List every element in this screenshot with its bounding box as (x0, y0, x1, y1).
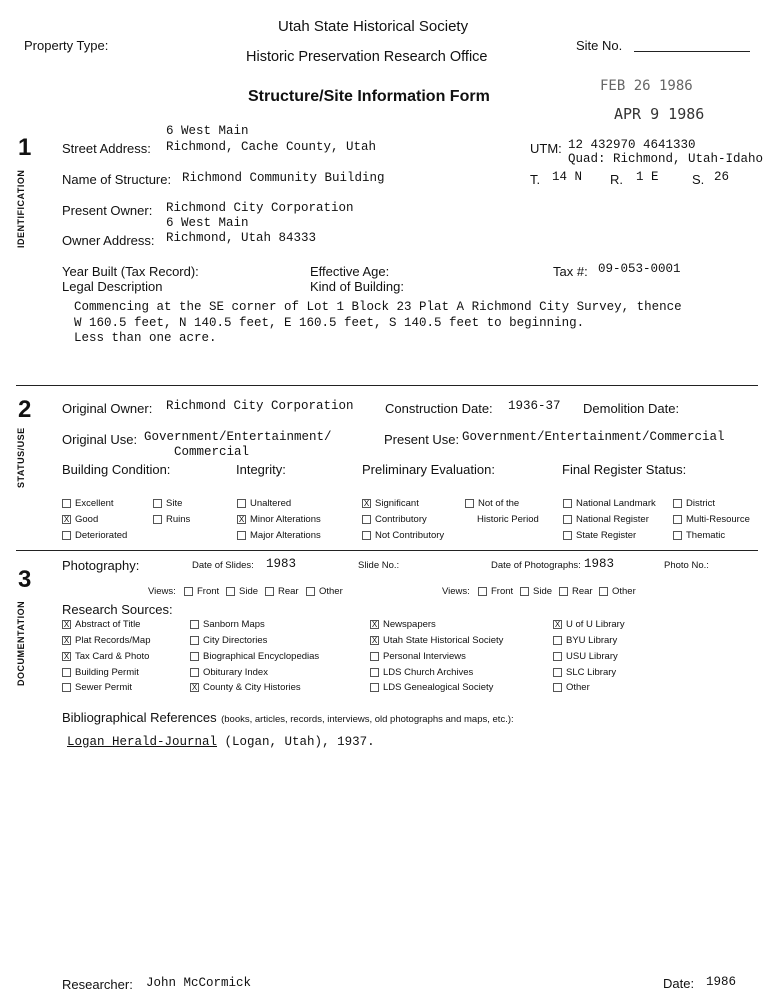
research-sources-label: Research Sources: (62, 602, 173, 617)
original-owner-label: Original Owner: (62, 401, 153, 416)
checkbox-multi-resource[interactable]: Multi-Resource (673, 514, 750, 525)
construction-date-value: 1936-37 (508, 399, 561, 413)
year-built-label: Year Built (Tax Record): (62, 264, 199, 279)
checkbox-abstract-of-title[interactable]: X Abstract of Title (63, 619, 141, 630)
date-value: 1986 (706, 975, 737, 989)
checkbox-building-permit[interactable]: Building Permit (62, 667, 139, 678)
checkbox-lds-genealogical-society[interactable]: LDS Genealogical Society (370, 682, 493, 693)
views-label: Views: (148, 586, 176, 597)
final-register-label: Final Register Status: (562, 462, 687, 477)
date-of-slides-label: Date of Slides: (192, 560, 254, 571)
received-stamp: FEB 26 1986 (600, 78, 693, 94)
legal-description-line: W 160.5 feet, N 140.5 feet, E 160.5 feet, S 140.5 feet to beginning. (74, 316, 585, 330)
office-name: Historic Preservation Research Office (246, 49, 488, 65)
original-owner-value: Richmond City Corporation (166, 399, 354, 413)
quad-value: Quad: Richmond, Utah-Idaho (568, 152, 764, 166)
date-of-slides-value: 1983 (266, 557, 297, 571)
present-use-value: Government/Entertainment/Commercial (462, 430, 725, 444)
checkbox-city-directories[interactable]: City Directories (190, 635, 267, 646)
preliminary-evaluation-label: Preliminary Evaluation: (362, 462, 495, 477)
checkbox-photo-rear[interactable]: Rear (559, 586, 593, 597)
checkbox-plat-records[interactable]: X Plat Records/Map (63, 635, 151, 646)
checkbox-thematic[interactable]: Thematic (673, 530, 725, 541)
checkbox-site[interactable]: Site (153, 498, 182, 509)
checkbox-biographical-encyclopedias[interactable]: Biographical Encyclopedias (190, 651, 319, 662)
views-label: Views: (442, 586, 470, 597)
checkbox-sanborn-maps[interactable]: Sanborn Maps (190, 619, 265, 630)
checkbox-national-landmark[interactable]: National Landmark (563, 498, 656, 509)
kind-of-building-label: Kind of Building: (310, 279, 404, 294)
section-1-number: 1 (18, 134, 32, 161)
name-of-structure-value: Richmond Community Building (182, 171, 385, 185)
checkbox-ruins[interactable]: Ruins (153, 514, 190, 525)
section-divider (16, 385, 758, 386)
checkbox-minor-alterations[interactable]: X Minor Alterations (238, 514, 321, 525)
township-label: T. (530, 172, 541, 187)
property-type-label: Property Type: (24, 38, 109, 53)
section-3-number: 3 (18, 566, 32, 593)
bibliographical-references-heading: Bibliographical References (books, articles, records, interviews, old photographs and maps, etc.): (62, 710, 514, 725)
slide-no-label: Slide No.: (358, 560, 400, 571)
photography-label: Photography: (62, 558, 140, 573)
name-of-structure-label: Name of Structure: (62, 172, 172, 187)
street-address-line2: Richmond, Cache County, Utah (166, 140, 377, 154)
date-of-photographs-value: 1983 (584, 557, 615, 571)
owner-address-label: Owner Address: (62, 233, 155, 248)
present-owner-value: Richmond City Corporation (166, 201, 354, 215)
integrity-label: Integrity: (236, 462, 286, 477)
researcher-value: John McCormick (146, 976, 252, 990)
checkbox-slc-library[interactable]: SLC Library (553, 667, 616, 678)
bibliographical-reference-entry: Logan Herald-Journal (Logan, Utah), 1937. (67, 735, 375, 749)
date-stamp: APR 9 1986 (614, 105, 705, 123)
checkbox-photo-front[interactable]: Front (478, 586, 513, 597)
legal-description-line: Commencing at the SE corner of Lot 1 Block 23 Plat A Richmond City Survey, thence (74, 300, 682, 314)
section-divider (16, 550, 758, 551)
tax-number-value: 09-053-0001 (598, 262, 681, 276)
checkbox-personal-interviews[interactable]: Personal Interviews (370, 651, 466, 662)
checkbox-lds-church-archives[interactable]: LDS Church Archives (370, 667, 473, 678)
checkbox-photo-side[interactable]: Side (520, 586, 552, 597)
original-use-label: Original Use: (62, 432, 138, 447)
checkbox-not-contributory[interactable]: Not Contributory (362, 530, 444, 541)
section-3-side-label: DOCUMENTATION (16, 600, 26, 686)
checkbox-slide-front[interactable]: Front (184, 586, 219, 597)
checkbox-unaltered[interactable]: Unaltered (237, 498, 291, 509)
building-condition-label: Building Condition: (62, 462, 171, 477)
checkbox-national-register[interactable]: National Register (563, 514, 649, 525)
checkbox-deteriorated[interactable]: Deteriorated (62, 530, 127, 541)
checkbox-other-source[interactable]: Other (553, 682, 590, 693)
section-value: 26 (714, 170, 730, 184)
tax-number-label: Tax #: (553, 264, 588, 279)
checkbox-sewer-permit[interactable]: Sewer Permit (62, 682, 132, 693)
photo-no-label: Photo No.: (664, 560, 709, 571)
checkbox-state-register[interactable]: State Register (563, 530, 636, 541)
present-use-label: Present Use: (384, 432, 460, 447)
checkbox-utah-state-historical-society[interactable]: X Utah State Historical Society (371, 635, 504, 646)
form-title: Structure/Site Information Form (248, 88, 490, 105)
utm-label: UTM: (530, 141, 562, 156)
checkbox-slide-side[interactable]: Side (226, 586, 258, 597)
checkbox-district[interactable]: District (673, 498, 715, 509)
range-value: 1 E (636, 170, 659, 184)
checkbox-obituary-index[interactable]: Obiturary Index (190, 667, 268, 678)
owner-address-line2: Richmond, Utah 84333 (166, 231, 317, 245)
date-of-photographs-label: Date of Photographs: (491, 560, 581, 571)
researcher-label: Researcher: (62, 977, 133, 992)
utm-value: 12 432970 4641330 (568, 138, 696, 152)
checkbox-good[interactable]: X Good (63, 514, 99, 525)
section-2-number: 2 (18, 396, 32, 423)
section-2-side-label: STATUS/USE (16, 427, 26, 488)
checkbox-significant[interactable]: X Significant (363, 498, 419, 509)
checkbox-usu-library[interactable]: USU Library (553, 651, 618, 662)
date-label: Date: (663, 976, 695, 991)
checkbox-photo-other[interactable]: Other (599, 586, 636, 597)
not-of-historic-period-cont: Historic Period (477, 514, 539, 525)
checkbox-excellent[interactable]: Excellent (62, 498, 114, 509)
checkbox-byu-library[interactable]: BYU Library (553, 635, 617, 646)
site-no-line (634, 51, 750, 52)
street-address-label: Street Address: (62, 141, 151, 156)
checkbox-newspapers[interactable]: X Newspapers (371, 619, 436, 630)
range-label: R. (610, 172, 623, 187)
effective-age-label: Effective Age: (310, 264, 390, 279)
original-use-value-cont: Commercial (174, 445, 250, 459)
checkbox-u-of-u-library[interactable]: X U of U Library (554, 619, 625, 630)
township-value: 14 N (552, 170, 583, 184)
checkbox-slide-rear[interactable]: Rear (265, 586, 299, 597)
checkbox-slide-other[interactable]: Other (306, 586, 343, 597)
site-no-label: Site No. (576, 38, 623, 53)
original-use-value: Government/Entertainment/ (144, 430, 332, 444)
org-name: Utah State Historical Society (278, 18, 469, 35)
checkbox-contributory[interactable]: Contributory (362, 514, 427, 525)
street-address-line1: 6 West Main (166, 124, 249, 138)
legal-description-line: Less than one acre. (74, 331, 217, 345)
section-1-side-label: IDENTIFICATION (16, 169, 26, 248)
legal-description-label: Legal Description (62, 279, 163, 294)
demolition-date-label: Demolition Date: (583, 401, 680, 416)
construction-date-label: Construction Date: (385, 401, 493, 416)
present-owner-label: Present Owner: (62, 203, 153, 218)
checkbox-major-alterations[interactable]: Major Alterations (237, 530, 321, 541)
owner-address-line1: 6 West Main (166, 216, 249, 230)
checkbox-tax-card[interactable]: X Tax Card & Photo (63, 651, 150, 662)
checkbox-county-city-histories[interactable]: X County & City Histories (191, 682, 301, 693)
section-label: S. (692, 172, 705, 187)
checkbox-not-of-historic-period[interactable]: Not of the (465, 498, 519, 509)
